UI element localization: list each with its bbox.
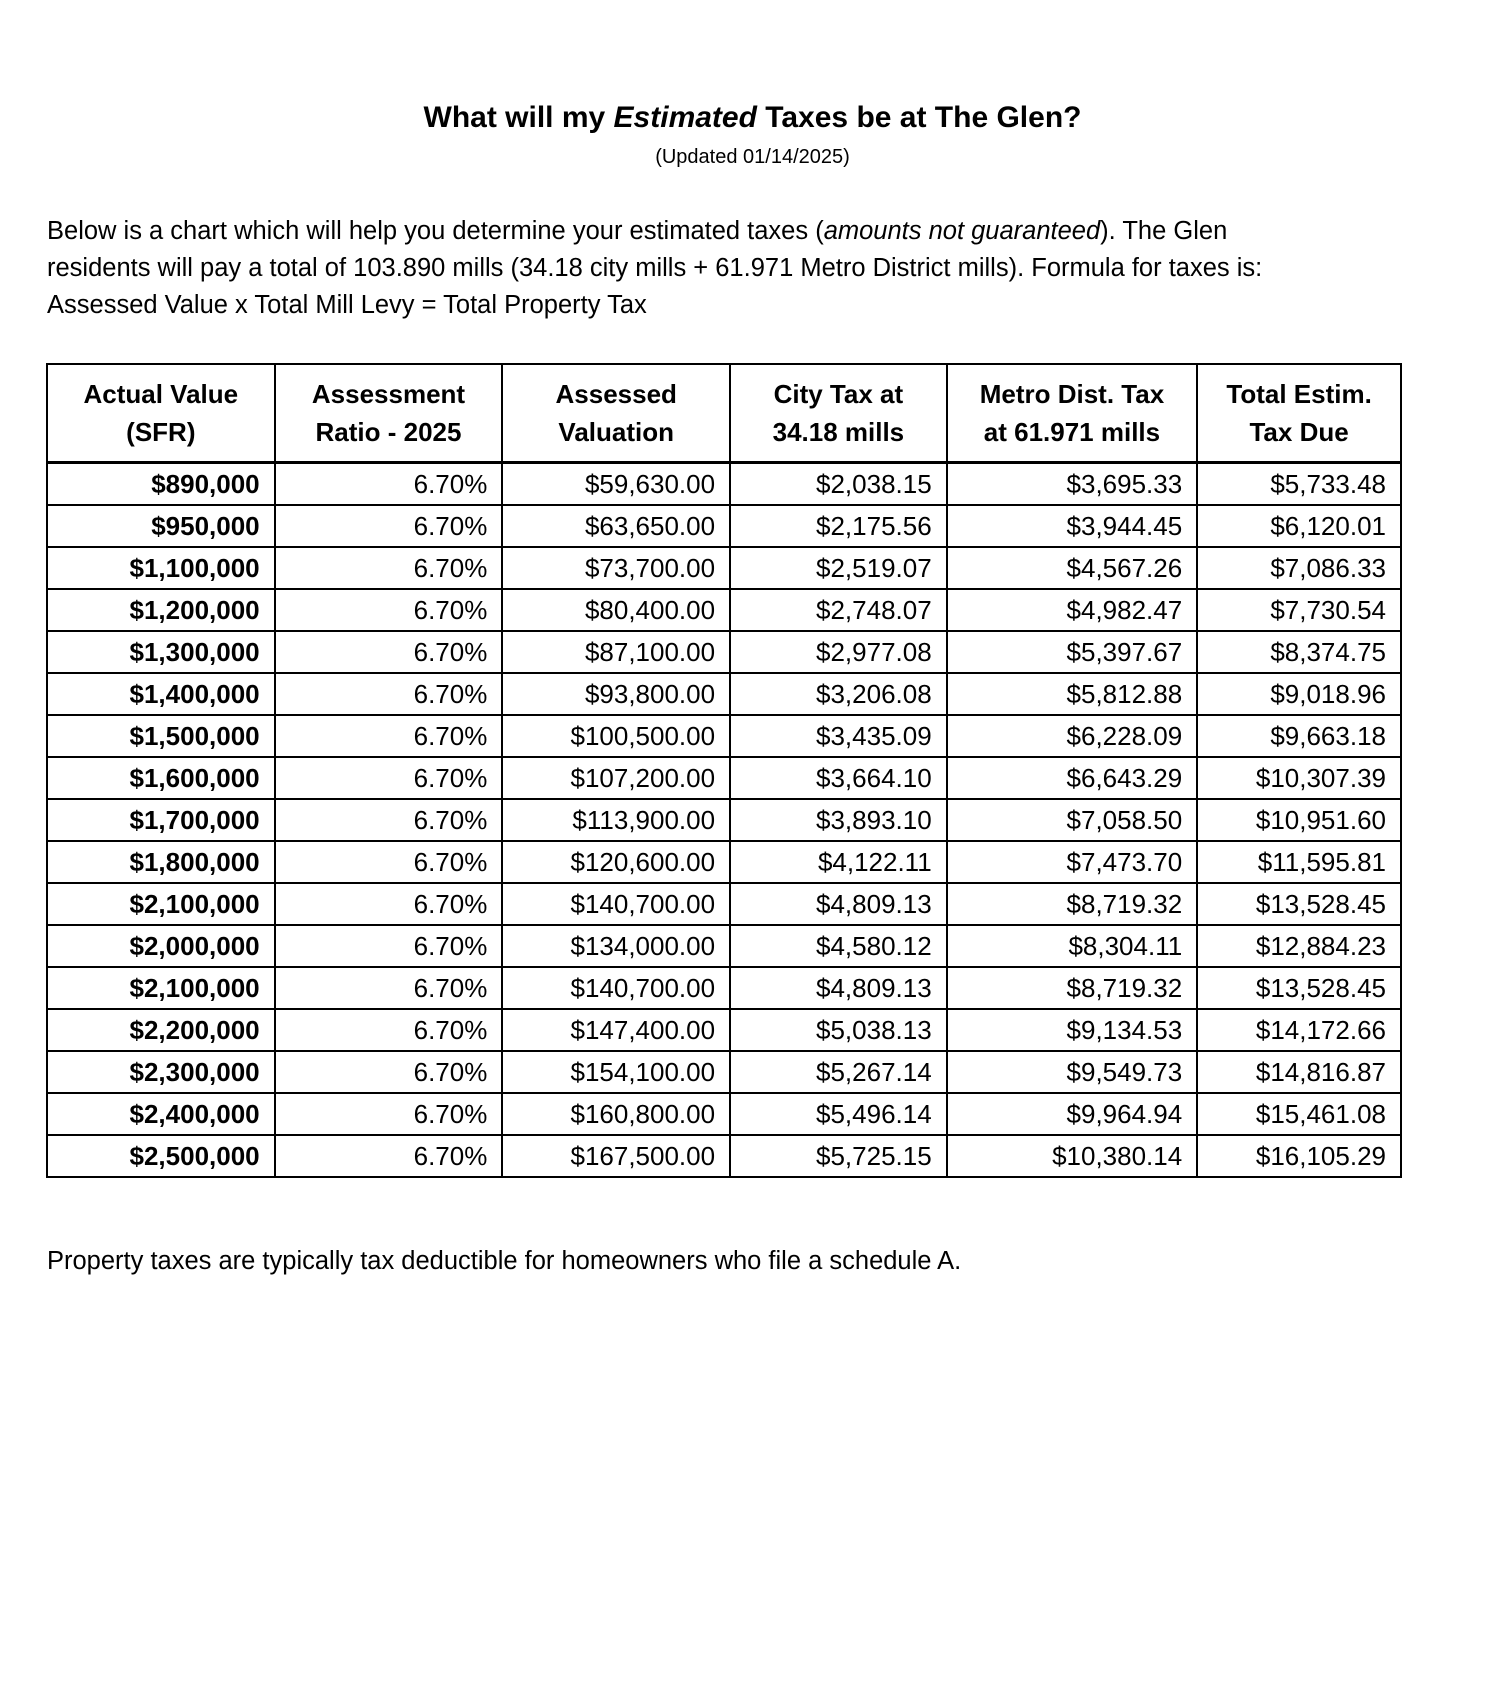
total-tax-cell: $5,733.48	[1197, 463, 1401, 506]
actual-value-cell: $2,100,000	[47, 883, 275, 925]
table-row	[47, 463, 1401, 506]
column-header-metro-tax	[947, 364, 1198, 463]
assessed-valuation-cell: $80,400.00	[502, 589, 730, 631]
metro-tax-cell: $4,982.47	[947, 589, 1198, 631]
metro-tax-cell: $10,380.14	[947, 1135, 1198, 1177]
actual-value-cell: $1,700,000	[47, 799, 275, 841]
footer-note: Property taxes are typically tax deductible for homeowners who file a schedule A.	[47, 1247, 962, 1275]
table-row	[47, 799, 1401, 841]
total-tax-cell: $8,374.75	[1197, 631, 1401, 673]
city-tax-cell: $2,175.56	[730, 505, 947, 547]
assessed-valuation-cell: $120,600.00	[502, 841, 730, 883]
column-header-assessed-valuation-line1: Assessed	[555, 379, 677, 409]
total-tax-cell: $13,528.45	[1197, 883, 1401, 925]
table-row	[47, 1051, 1401, 1093]
assessed-valuation-cell: $107,200.00	[502, 757, 730, 799]
city-tax-cell: $3,664.10	[730, 757, 947, 799]
column-header-metro-tax-line2: at 61.971 mills	[983, 417, 1161, 447]
assessed-valuation-cell: $113,900.00	[502, 799, 730, 841]
city-tax-cell: $2,038.15	[730, 463, 947, 506]
total-tax-cell: $10,307.39	[1197, 757, 1401, 799]
metro-tax-cell: $5,397.67	[947, 631, 1198, 673]
column-header-assessment-ratio-line1: Assessment	[311, 379, 466, 409]
actual-value-cell: $1,800,000	[47, 841, 275, 883]
actual-value-cell: $2,500,000	[47, 1135, 275, 1177]
city-tax-cell: $5,267.14	[730, 1051, 947, 1093]
column-header-actual-value-line1: Actual Value	[83, 379, 239, 409]
assessment-ratio-cell: 6.70%	[275, 673, 503, 715]
column-header-city-tax	[730, 364, 947, 463]
total-tax-cell: $9,018.96	[1197, 673, 1401, 715]
actual-value-cell: $1,300,000	[47, 631, 275, 673]
assessed-valuation-cell: $140,700.00	[502, 967, 730, 1009]
assessment-ratio-cell: 6.70%	[275, 799, 503, 841]
column-header-metro-tax-line1: Metro Dist. Tax	[979, 379, 1165, 409]
total-tax-cell: $13,528.45	[1197, 967, 1401, 1009]
metro-tax-cell: $7,473.70	[947, 841, 1198, 883]
title-emphasis: Estimated	[613, 101, 757, 134]
metro-tax-cell: $9,134.53	[947, 1009, 1198, 1051]
assessed-valuation-cell: $147,400.00	[502, 1009, 730, 1051]
tax-table-body	[47, 463, 1401, 1178]
assessment-ratio-cell: 6.70%	[275, 1009, 503, 1051]
metro-tax-cell: $9,964.94	[947, 1093, 1198, 1135]
assessment-ratio-cell: 6.70%	[275, 1093, 503, 1135]
metro-tax-cell: $6,643.29	[947, 757, 1198, 799]
metro-tax-cell: $8,719.32	[947, 883, 1198, 925]
column-header-total-tax	[1197, 364, 1401, 463]
actual-value-cell: $950,000	[47, 505, 275, 547]
column-header-assessment-ratio	[275, 364, 503, 463]
metro-tax-cell: $9,549.73	[947, 1051, 1198, 1093]
tax-table	[46, 363, 1402, 1178]
total-tax-cell: $14,172.66	[1197, 1009, 1401, 1051]
title-suffix: Taxes be at The Glen?	[756, 101, 1082, 134]
intro-line-2: residents will pay a total of 103.890 mills (34.18 city mills + 61.971 Metro District mills). Formula for taxes is:	[47, 254, 1263, 282]
assessed-valuation-cell: $100,500.00	[502, 715, 730, 757]
table-row	[47, 841, 1401, 883]
column-header-actual-value-line2: (SFR)	[126, 417, 196, 447]
assessment-ratio-cell: 6.70%	[275, 463, 503, 506]
table-row	[47, 757, 1401, 799]
city-tax-cell: $4,809.13	[730, 883, 947, 925]
actual-value-cell: $2,400,000	[47, 1093, 275, 1135]
assessment-ratio-cell: 6.70%	[275, 631, 503, 673]
assessment-ratio-cell: 6.70%	[275, 547, 503, 589]
metro-tax-cell: $8,304.11	[947, 925, 1198, 967]
assessed-valuation-cell: $160,800.00	[502, 1093, 730, 1135]
table-row	[47, 505, 1401, 547]
table-row	[47, 925, 1401, 967]
column-header-total-tax-line1: Total Estim.	[1226, 379, 1372, 409]
column-header-actual-value	[47, 364, 275, 463]
city-tax-cell: $4,580.12	[730, 925, 947, 967]
intro-formula: Assessed Value x Total Mill Levy = Total Property Tax	[47, 291, 647, 319]
total-tax-cell: $14,816.87	[1197, 1051, 1401, 1093]
table-row	[47, 673, 1401, 715]
city-tax-cell: $2,977.08	[730, 631, 947, 673]
table-row	[47, 883, 1401, 925]
actual-value-cell: $1,500,000	[47, 715, 275, 757]
intro-disclaimer: amounts not guaranteed	[823, 217, 1101, 245]
assessment-ratio-cell: 6.70%	[275, 967, 503, 1009]
city-tax-cell: $4,122.11	[730, 841, 947, 883]
assessment-ratio-cell: 6.70%	[275, 1051, 503, 1093]
assessment-ratio-cell: 6.70%	[275, 841, 503, 883]
total-tax-cell: $7,730.54	[1197, 589, 1401, 631]
city-tax-cell: $2,519.07	[730, 547, 947, 589]
assessment-ratio-cell: 6.70%	[275, 715, 503, 757]
city-tax-cell: $5,038.13	[730, 1009, 947, 1051]
page-title	[0, 98, 1505, 138]
header-row	[47, 364, 1401, 463]
actual-value-cell: $1,600,000	[47, 757, 275, 799]
table-row	[47, 1009, 1401, 1051]
table-row	[47, 547, 1401, 589]
total-tax-cell: $12,884.23	[1197, 925, 1401, 967]
actual-value-cell: $890,000	[47, 463, 275, 506]
total-tax-cell: $7,086.33	[1197, 547, 1401, 589]
intro-paragraph	[47, 213, 1467, 324]
actual-value-cell: $1,100,000	[47, 547, 275, 589]
table-row	[47, 631, 1401, 673]
city-tax-cell: $4,809.13	[730, 967, 947, 1009]
assessed-valuation-cell: $93,800.00	[502, 673, 730, 715]
metro-tax-cell: $5,812.88	[947, 673, 1198, 715]
metro-tax-cell: $6,228.09	[947, 715, 1198, 757]
table-row	[47, 1135, 1401, 1177]
assessment-ratio-cell: 6.70%	[275, 883, 503, 925]
total-tax-cell: $10,951.60	[1197, 799, 1401, 841]
updated-date: (Updated 01/14/2025)	[655, 146, 850, 168]
actual-value-cell: $1,200,000	[47, 589, 275, 631]
assessed-valuation-cell: $59,630.00	[502, 463, 730, 506]
assessed-valuation-cell: $73,700.00	[502, 547, 730, 589]
intro-line-1-suffix: ). The Glen	[1100, 217, 1228, 245]
assessed-valuation-cell: $140,700.00	[502, 883, 730, 925]
city-tax-cell: $2,748.07	[730, 589, 947, 631]
metro-tax-cell: $7,058.50	[947, 799, 1198, 841]
actual-value-cell: $2,300,000	[47, 1051, 275, 1093]
total-tax-cell: $6,120.01	[1197, 505, 1401, 547]
city-tax-cell: $3,435.09	[730, 715, 947, 757]
assessment-ratio-cell: 6.70%	[275, 589, 503, 631]
intro-line-1-prefix: Below is a chart which will help you determine your estimated taxes (	[47, 217, 824, 245]
tax-table-header	[47, 364, 1401, 463]
assessed-valuation-cell: $134,000.00	[502, 925, 730, 967]
total-tax-cell: $9,663.18	[1197, 715, 1401, 757]
metro-tax-cell: $3,695.33	[947, 463, 1198, 506]
column-header-assessment-ratio-line2: Ratio - 2025	[315, 417, 462, 447]
total-tax-cell: $15,461.08	[1197, 1093, 1401, 1135]
assessment-ratio-cell: 6.70%	[275, 505, 503, 547]
assessment-ratio-cell: 6.70%	[275, 1135, 503, 1177]
assessed-valuation-cell: $154,100.00	[502, 1051, 730, 1093]
metro-tax-cell: $3,944.45	[947, 505, 1198, 547]
city-tax-cell: $3,893.10	[730, 799, 947, 841]
column-header-assessed-valuation-line2: Valuation	[558, 417, 674, 447]
metro-tax-cell: $8,719.32	[947, 967, 1198, 1009]
table-row	[47, 967, 1401, 1009]
total-tax-cell: $16,105.29	[1197, 1135, 1401, 1177]
table-row	[47, 1093, 1401, 1135]
intro-line-1	[47, 213, 1467, 250]
actual-value-cell: $1,400,000	[47, 673, 275, 715]
column-header-city-tax-line2: 34.18 mills	[772, 417, 905, 447]
city-tax-cell: $5,725.15	[730, 1135, 947, 1177]
column-header-assessed-valuation	[502, 364, 730, 463]
table-row	[47, 715, 1401, 757]
assessed-valuation-cell: $63,650.00	[502, 505, 730, 547]
actual-value-cell: $2,200,000	[47, 1009, 275, 1051]
assessment-ratio-cell: 6.70%	[275, 925, 503, 967]
actual-value-cell: $2,000,000	[47, 925, 275, 967]
assessed-valuation-cell: $167,500.00	[502, 1135, 730, 1177]
actual-value-cell: $2,100,000	[47, 967, 275, 1009]
title-prefix: What will my	[423, 101, 614, 134]
column-header-city-tax-line1: City Tax at	[773, 379, 904, 409]
total-tax-cell: $11,595.81	[1197, 841, 1401, 883]
assessed-valuation-cell: $87,100.00	[502, 631, 730, 673]
table-row	[47, 589, 1401, 631]
metro-tax-cell: $4,567.26	[947, 547, 1198, 589]
city-tax-cell: $3,206.08	[730, 673, 947, 715]
assessment-ratio-cell: 6.70%	[275, 757, 503, 799]
column-header-total-tax-line2: Tax Due	[1249, 417, 1349, 447]
city-tax-cell: $5,496.14	[730, 1093, 947, 1135]
